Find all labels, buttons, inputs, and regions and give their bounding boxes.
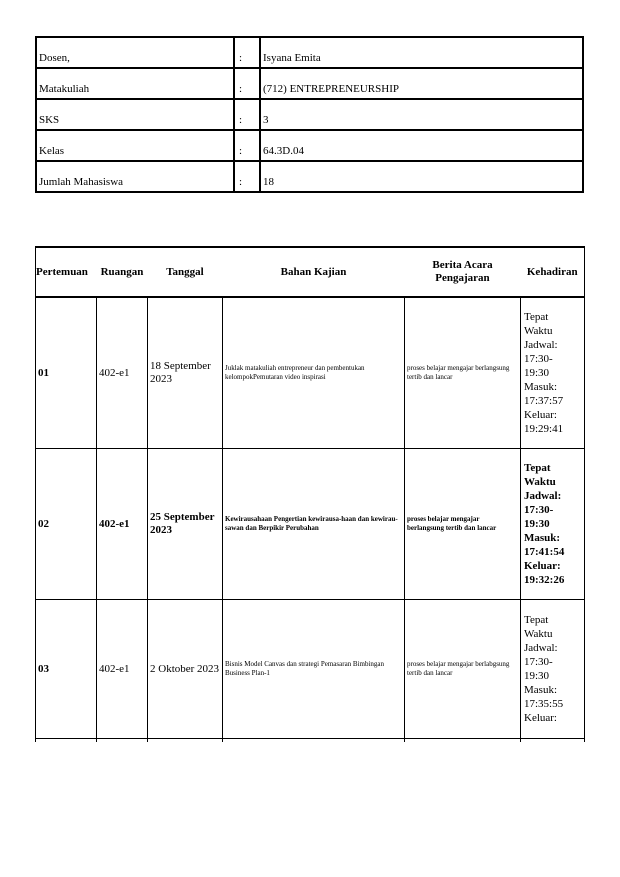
attendance-line: 19:29:41: [524, 423, 564, 435]
material-cell: Bisnis Model Canvas dan strategi Pemasaran Bimbingan Business Plan-1: [223, 600, 405, 739]
header-attendance: Kehadiran: [521, 247, 585, 297]
session-row: [36, 600, 585, 739]
date-cell: 2 Oktober 2023: [148, 600, 223, 739]
header-report: Berita Acara Pengajaran: [405, 247, 521, 297]
empty-cell: [223, 739, 405, 743]
info-value: 64.3D.04: [260, 130, 583, 161]
attendance-line: Keluar:: [524, 712, 557, 724]
attendance-cell: [521, 449, 585, 600]
info-value: 3: [260, 99, 583, 130]
attendance-line: Waktu: [524, 325, 553, 337]
info-label: Jumlah Mahasiswa: [36, 161, 234, 192]
meeting-number: 01: [36, 297, 97, 449]
info-value: (712) ENTREPRENEURSHIP: [260, 68, 583, 99]
info-separator: :: [234, 99, 260, 130]
attendance-line: Masuk:: [524, 684, 557, 696]
attendance-line: 19:30: [524, 518, 550, 530]
attendance-line: 17:30-: [524, 504, 554, 516]
meeting-number: 03: [36, 600, 97, 739]
table-continuation: [36, 739, 585, 743]
attendance-line: 19:30: [524, 670, 550, 682]
info-label: Kelas: [36, 130, 234, 161]
room-cell: 402-e1: [97, 297, 148, 449]
attendance-cell: [521, 600, 585, 739]
course-info-table: [35, 36, 584, 193]
info-row: [36, 37, 583, 68]
info-label: SKS: [36, 99, 234, 130]
empty-cell: [521, 739, 585, 743]
info-row: [36, 99, 583, 130]
attendance-line: Jadwal:: [524, 490, 562, 502]
meeting-number: 02: [36, 449, 97, 600]
attendance-line: 17:37:57: [524, 395, 564, 407]
attendance-line: Keluar:: [524, 560, 561, 572]
attendance-line: Masuk:: [524, 381, 557, 393]
report-cell: proses belajar mengajar berlangsung tertib dan lancar: [405, 449, 521, 600]
date-cell: 18 September 2023: [148, 297, 223, 449]
header-room: Ruangan: [97, 247, 148, 297]
material-cell: Kewirausahaan Pengertian kewirausa-haan dan kewirau-sawan dan Berpikir Perubahan: [223, 449, 405, 600]
header-meeting: Pertemuan: [36, 247, 97, 297]
empty-cell: [405, 739, 521, 743]
attendance-cell: [521, 297, 585, 449]
room-cell: 402-e1: [97, 449, 148, 600]
info-separator: :: [234, 161, 260, 192]
report-cell: proses belajar mengajar berlangsung tertib dan lancar: [405, 297, 521, 449]
empty-cell: [148, 739, 223, 743]
info-label: Dosen,: [36, 37, 234, 68]
info-row: [36, 130, 583, 161]
info-value: 18: [260, 161, 583, 192]
attendance-line: Waktu: [524, 476, 556, 488]
info-row: [36, 161, 583, 192]
empty-cell: [36, 739, 97, 743]
header-material: Bahan Kajian: [223, 247, 405, 297]
session-row: [36, 449, 585, 600]
attendance-line: 17:35:55: [524, 698, 564, 710]
attendance-line: Masuk:: [524, 532, 561, 544]
attendance-line: Tepat: [524, 614, 549, 626]
empty-cell: [97, 739, 148, 743]
info-row: [36, 68, 583, 99]
session-row: [36, 297, 585, 449]
attendance-line: Jadwal:: [524, 642, 558, 654]
attendance-line: 17:30-: [524, 656, 553, 668]
attendance-line: Keluar:: [524, 409, 557, 421]
attendance-line: 19:30: [524, 367, 550, 379]
info-separator: :: [234, 130, 260, 161]
attendance-line: Tepat: [524, 462, 551, 474]
info-value: Isyana Emita: [263, 52, 321, 64]
room-cell: 402-e1: [97, 600, 148, 739]
attendance-line: 17:41:54: [524, 546, 565, 558]
header-date: Tanggal: [148, 247, 223, 297]
info-label: Matakuliah: [36, 68, 234, 99]
attendance-line: 17:30-: [524, 353, 553, 365]
info-separator: :: [234, 37, 260, 68]
attendance-line: 19:32:26: [524, 574, 565, 586]
session-table: [35, 246, 585, 742]
date-cell: 25 September 2023: [148, 449, 223, 600]
attendance-line: Waktu: [524, 628, 553, 640]
material-cell: Juklak matakuliah entrepreneur dan pembentukan kelompokPemutaran video inspirasi: [223, 297, 405, 449]
session-header-row: [36, 247, 585, 297]
attendance-line: Tepat: [524, 311, 549, 323]
report-cell: proses belajar mengajar berlabgsung tertib dan lancar: [405, 600, 521, 739]
attendance-line: Jadwal:: [524, 339, 558, 351]
info-separator: :: [234, 68, 260, 99]
